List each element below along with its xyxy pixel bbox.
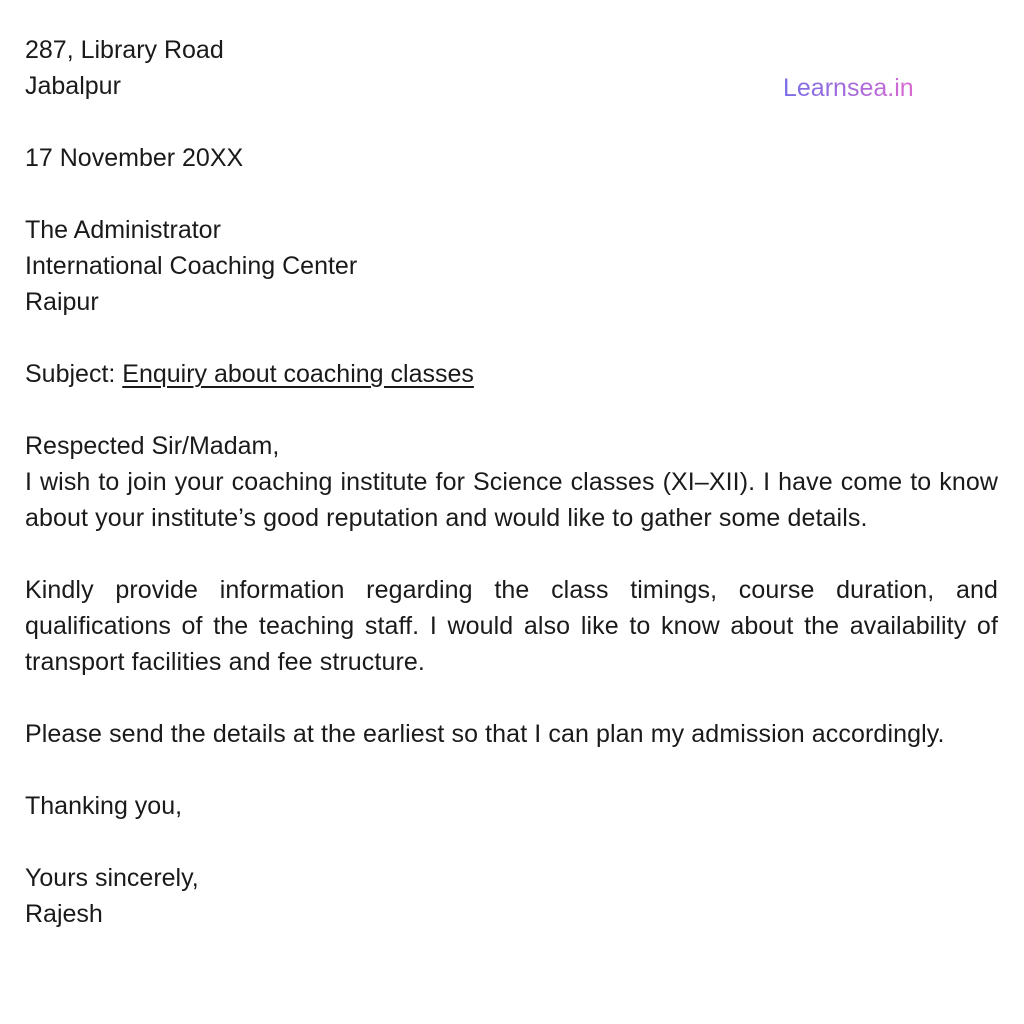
body-paragraph-3: Please send the details at the earliest so that I can plan my admission accordingly. xyxy=(25,720,945,748)
subject-label: Subject: xyxy=(25,360,123,388)
salutation: Respected Sir/Madam, xyxy=(25,432,280,460)
spacer xyxy=(25,320,998,356)
body-paragraph-2: Kindly provide information regarding the class timings, course duration, and qualifications of the teaching staff. I would also like to know about the availability of transport facilities and fee structure. xyxy=(25,576,998,676)
letter-document xyxy=(25,32,998,932)
recipient-address xyxy=(25,212,998,320)
spacer xyxy=(25,176,998,212)
watermark-logo: Learnsea.in xyxy=(783,74,914,102)
spacer xyxy=(25,752,998,788)
recipient-line-3: Raipur xyxy=(25,288,99,316)
spacer xyxy=(25,104,998,140)
closing-line: Yours sincerely, xyxy=(25,864,199,892)
spacer xyxy=(25,536,998,572)
sender-address-line-1: 287, Library Road xyxy=(25,36,224,64)
subject-text: Enquiry about coaching classes xyxy=(122,360,474,388)
subject-line xyxy=(25,356,998,392)
spacer xyxy=(25,392,998,428)
recipient-line-1: The Administrator xyxy=(25,216,221,244)
spacer xyxy=(25,824,998,860)
letter-date: 17 November 20XX xyxy=(25,144,244,172)
signature: Rajesh xyxy=(25,900,103,928)
sender-address-line-2: Jabalpur xyxy=(25,72,121,100)
recipient-line-2: International Coaching Center xyxy=(25,252,358,280)
thanks-line: Thanking you, xyxy=(25,792,183,820)
sender-address xyxy=(25,32,998,104)
body-paragraph-1: I wish to join your coaching institute for Science classes (XI–XII). I have come to know about your institute’s good reputation and would like to gather some details. xyxy=(25,468,998,532)
spacer xyxy=(25,680,998,716)
